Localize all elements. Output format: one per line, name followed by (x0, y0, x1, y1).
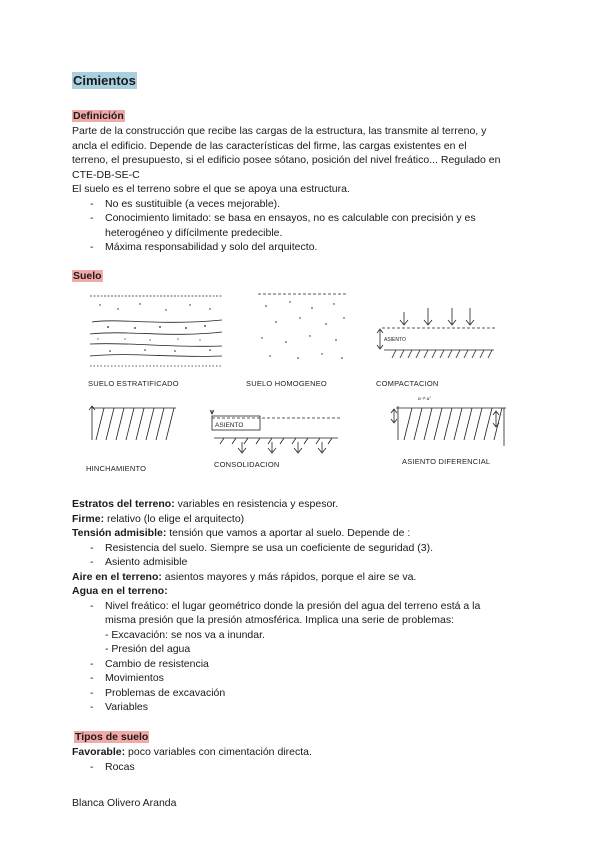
firme-text: relativo (lo elige el arquitecto) (104, 512, 245, 525)
footer-author: Blanca Olivero Aranda (72, 797, 177, 809)
alpha-label: α ≠ α' (418, 396, 431, 402)
favorable-label: Favorable: (72, 746, 126, 758)
aire-line (72, 570, 542, 585)
list-item: - Asiento admisible (90, 555, 542, 570)
suelo-heading-text: Suelo (73, 270, 102, 282)
agua-line (72, 584, 542, 599)
list-item: - Resistencia del suelo. Siempre se usa un coeficiente de seguridad (3). (90, 541, 542, 556)
firme-line (72, 512, 542, 527)
estratos-text: variables en resistencia y espesor. (174, 498, 339, 510)
list-item-text: heterogéneo y difícilmente predecible. (105, 226, 283, 239)
definicion-heading-text: Definición (73, 110, 124, 122)
figure-label-consolidacion: CONSOLIDACION (214, 460, 280, 469)
list-item (90, 599, 542, 657)
list-item: - Variables (90, 700, 542, 715)
homogeneo-drawing (258, 294, 346, 359)
figure-label-hinchamiento: HINCHAMIENTO (86, 464, 147, 473)
definicion-line: CTE-DB-SE-C (72, 168, 140, 181)
aire-text: asientos mayores y más rápidos, porque el aire se va. (161, 570, 417, 583)
list-item: - Rocas (90, 760, 542, 775)
estratos-label: Estratos del terreno: (72, 498, 175, 510)
hinchamiento-drawing (89, 406, 176, 440)
figure-label-asiento-diferencial: ASIENTO DIFERENCIAL (402, 457, 491, 466)
sub-item: - Excavación: se nos va a inundar. (105, 628, 265, 641)
compactacion-drawing (377, 308, 496, 358)
list-item: - Cambio de resistencia (90, 657, 542, 672)
list-item: - Problemas de excavación (90, 686, 542, 701)
figure-label-homogeneo: SUELO HOMOGENEO (246, 379, 327, 388)
tension-text: tensión que vamos a aportar al suelo. Depende de : (166, 527, 411, 539)
tension-list (72, 541, 542, 570)
figure-label-estratificado: SUELO ESTRATIFICADO (88, 379, 179, 388)
asiento-diferencial-drawing (391, 406, 506, 446)
definicion-line: Parte de la construcción que recibe las cargas de la estructura, las transmite al terreno, y (72, 125, 487, 137)
aire-label: Aire en el terreno: (72, 570, 162, 583)
firme-label: Firme: (72, 512, 105, 525)
tipos-heading (74, 731, 149, 744)
favorable-line (72, 745, 542, 760)
estratificado-drawing (90, 296, 222, 366)
asiento-small-label: ASIENTO (384, 337, 406, 343)
tension-label: Tensión admisible: (72, 527, 167, 539)
favorable-text: poco variables con cimentación directa. (125, 746, 312, 758)
definicion-line: El suelo es el terreno sobre el que se apoya una estructura. (72, 183, 350, 195)
figure-label-compactacion: COMPACTACION (376, 379, 439, 388)
agua-label: Agua en el terreno: (72, 585, 168, 597)
list-item-text: misma presión que la presión atmosférica. Implica una serie de problemas: (105, 614, 454, 626)
asiento-box-label: ASIENTO (215, 422, 244, 429)
agua-list (72, 599, 542, 715)
sub-item: - Presión del agua (105, 643, 191, 655)
tension-line (72, 526, 542, 541)
list-item-text: Nivel freático: el lugar geométrico donde la presión del agua del terreno está a la (105, 599, 481, 612)
definicion-line: ancla el edificio. Depende de las características del firme, las cargas existentes en el (72, 139, 467, 152)
list-item-text: Conocimiento limitado: se basa en ensayos, no es calculable con precisión y es (105, 212, 476, 224)
consolidacion-drawing (210, 410, 340, 453)
definicion-line: terreno, el presupuesto, si el edificio posee sótano, posición del nivel freático... Regulado en (72, 154, 501, 166)
tipos-heading-text: Tipos de suelo (75, 731, 149, 743)
tipos-list (72, 760, 542, 775)
list-item: - No es sustituible (a veces mejorable). (90, 197, 542, 212)
page-title: Cimientos (73, 73, 136, 88)
tipos-body (72, 745, 542, 774)
estratos-line (72, 497, 542, 512)
list-item: - Movimientos (90, 671, 542, 686)
list-item: - Máxima responsabilidad y solo del arquitecto. (90, 240, 542, 255)
suelo-body (72, 497, 542, 715)
